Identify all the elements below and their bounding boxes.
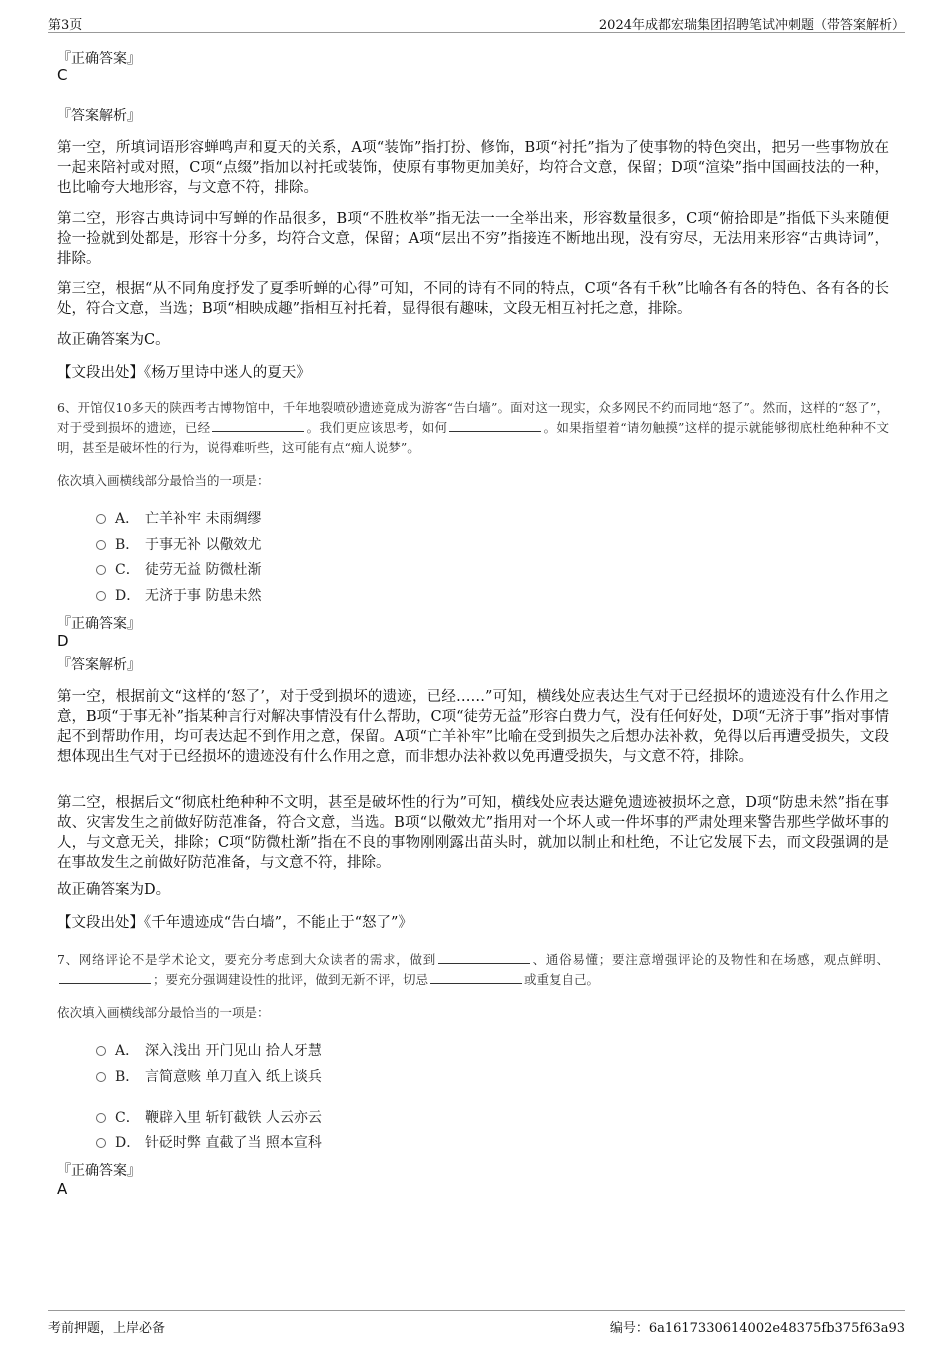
document-title: 2024年成都宏瑞集团招聘笔试冲刺题（带答案解析） (598, 18, 905, 33)
page-footer (48, 1310, 905, 1335)
option-c[interactable]: C． 鞭辟入里 斩钉截铁 人云亦云 (96, 1107, 322, 1127)
fill-blank (59, 971, 151, 984)
radio-icon[interactable] (96, 540, 106, 550)
option-d[interactable]: D． 针砭时弊 直截了当 照本宣科 (96, 1132, 322, 1152)
analysis-paragraph: 第二空，形容古典诗词中写蝉的作品很多，B项“不胜枚举”指无法一一全举出来，形容数量很多，C项“俯拾即是”指低下头来随便捡一捡就到处都是，形容十分多，均符合文意，保留；A项“层出不穷”指接连不断地出现，没有穷尽，无法用来形容“古典诗词”，排除。 (57, 211, 889, 267)
page-number: 第3页 (48, 18, 83, 33)
radio-icon[interactable] (96, 514, 106, 524)
option-d[interactable]: D． 无济于事 防患未然 (96, 585, 261, 605)
analysis-paragraph: 第一空，所填词语形容蝉鸣声和夏天的关系，A项“装饰”指打扮、修饰，B项“衬托”指为了使事物的特色突出，把另一些事物放在一起来陪衬或对照，C项“点缀”指加以衬托或装饰，使原有事物更加美好，均符合文意，保留；D项“渲染”指中国画技法的一种，也比喻夸大地形容，与文意不符，排除。 (57, 140, 889, 196)
document-id: 编号：6a1617330614002e48375fb375f63a93 (609, 1321, 905, 1336)
radio-icon[interactable] (96, 1072, 106, 1082)
correct-answer: D (57, 632, 69, 650)
question-stem: 6、开馆仅10多天的陕西考古博物馆中，千年地裂喷砂遗迹竟成为游客“告白墙”。面对这一现实，众多网民不约而同地“怒了”。然而，这样的“怒了”，对于受到损坏的遗迹，已经 。我们更应该思考，如何 。如果指望着“请勿触摸”这样的提示就能够彻底杜绝种种不文明，甚至是破坏性的行为，说得难听些，这可能有点“痴人说梦”。 (57, 400, 889, 455)
source-citation: 【文段出处】《千年遗迹成“告白墙”，不能止于“怒了”》 (57, 915, 413, 931)
radio-icon[interactable] (96, 1138, 106, 1148)
fill-blank (430, 971, 522, 984)
correct-answer-label: 『正确答案』 (57, 1163, 141, 1179)
option-a[interactable]: A． 深入浅出 开门见山 拾人牙慧 (96, 1040, 322, 1060)
radio-icon[interactable] (96, 591, 106, 601)
option-a[interactable]: A． 亡羊补牢 未雨绸缪 (96, 508, 261, 528)
conclusion: 故正确答案为D。 (57, 882, 171, 898)
footer-slogan: 考前押题，上岸必备 (48, 1321, 166, 1336)
option-b[interactable]: B． 于事无补 以儆效尤 (96, 534, 261, 554)
option-c[interactable]: C． 徒劳无益 防微杜渐 (96, 559, 261, 579)
analysis-paragraph: 第一空，根据前文“这样的‘怒了’，对于受到损坏的遗迹，已经……”可知，横线处应表达生气对于已经损坏的遗迹没有什么作用之意，B项“于事无补”指某种言行对解决事情没有什么帮助，C项“徒劳无益”形容白费力气，没有任何好处，D项“无济于事”指对事情起不到帮助作用，均可表达起不到作用之意，保留。A项“亡羊补牢”比喻在受到损失之后想办法补救，免得以后再遭受损失，文段想体现出生气对于已经损坏的遗迹没有什么作用之意，而非想办法补救以免再遭受损失，与文意不符，排除。 (57, 689, 889, 765)
option-b[interactable]: B． 言简意赅 单刀直入 纸上谈兵 (96, 1066, 322, 1086)
question-stem: 7、网络评论不是学术论文，要充分考虑到大众读者的需求，做到 、通俗易懂；要注意增强评论的及物性和在场感，观点鲜明、；要充分强调建设性的批评，做到无新不评，切忌 或重复自己。 (57, 952, 889, 987)
correct-answer: C (57, 66, 68, 84)
correct-answer: A (57, 1180, 68, 1198)
radio-icon[interactable] (96, 565, 106, 575)
analysis-paragraph: 第三空，根据“从不同角度抒发了夏季听蝉的心得”可知，不同的诗有不同的特点，C项“各有千秋”比喻各有各的特色、各有各的长处，符合文意，当选；B项“相映成趣”指相互衬托着，显得很有趣味，文段无相互衬托之意，排除。 (57, 281, 889, 317)
question-prompt: 依次填入画横线部分最恰当的一项是： (57, 473, 270, 488)
fill-blank (212, 419, 304, 432)
correct-answer-label: 『正确答案』 (57, 51, 141, 67)
fill-blank (449, 419, 541, 432)
question-prompt: 依次填入画横线部分最恰当的一项是： (57, 1005, 270, 1020)
analysis-paragraph: 第二空，根据后文“彻底杜绝种种不文明，甚至是破坏性的行为”可知，横线处应表达避免遗迹被损坏之意，D项“防患未然”指在事故、灾害发生之前做好防范准备，符合文意，当选。B项“以儆效尤”指用对一个坏人或一件坏事的严肃处理来警告那些学做坏事的人，与文意无关，排除；C项“防微杜渐”指在不良的事物刚刚露出苗头时，就加以制止和杜绝，不让它发展下去，而文段强调的是在事故发生之前做好防范准备，与文意不符，排除。 (57, 795, 889, 871)
source-citation: 【文段出处】《杨万里诗中迷人的夏天》 (57, 365, 311, 381)
radio-icon[interactable] (96, 1113, 106, 1123)
fill-blank (438, 951, 530, 964)
correct-answer-label: 『正确答案』 (57, 616, 141, 632)
page-header (48, 10, 905, 33)
analysis-label: 『答案解析』 (57, 108, 141, 124)
analysis-label: 『答案解析』 (57, 657, 141, 673)
conclusion: 故正确答案为C。 (57, 332, 170, 348)
radio-icon[interactable] (96, 1046, 106, 1056)
